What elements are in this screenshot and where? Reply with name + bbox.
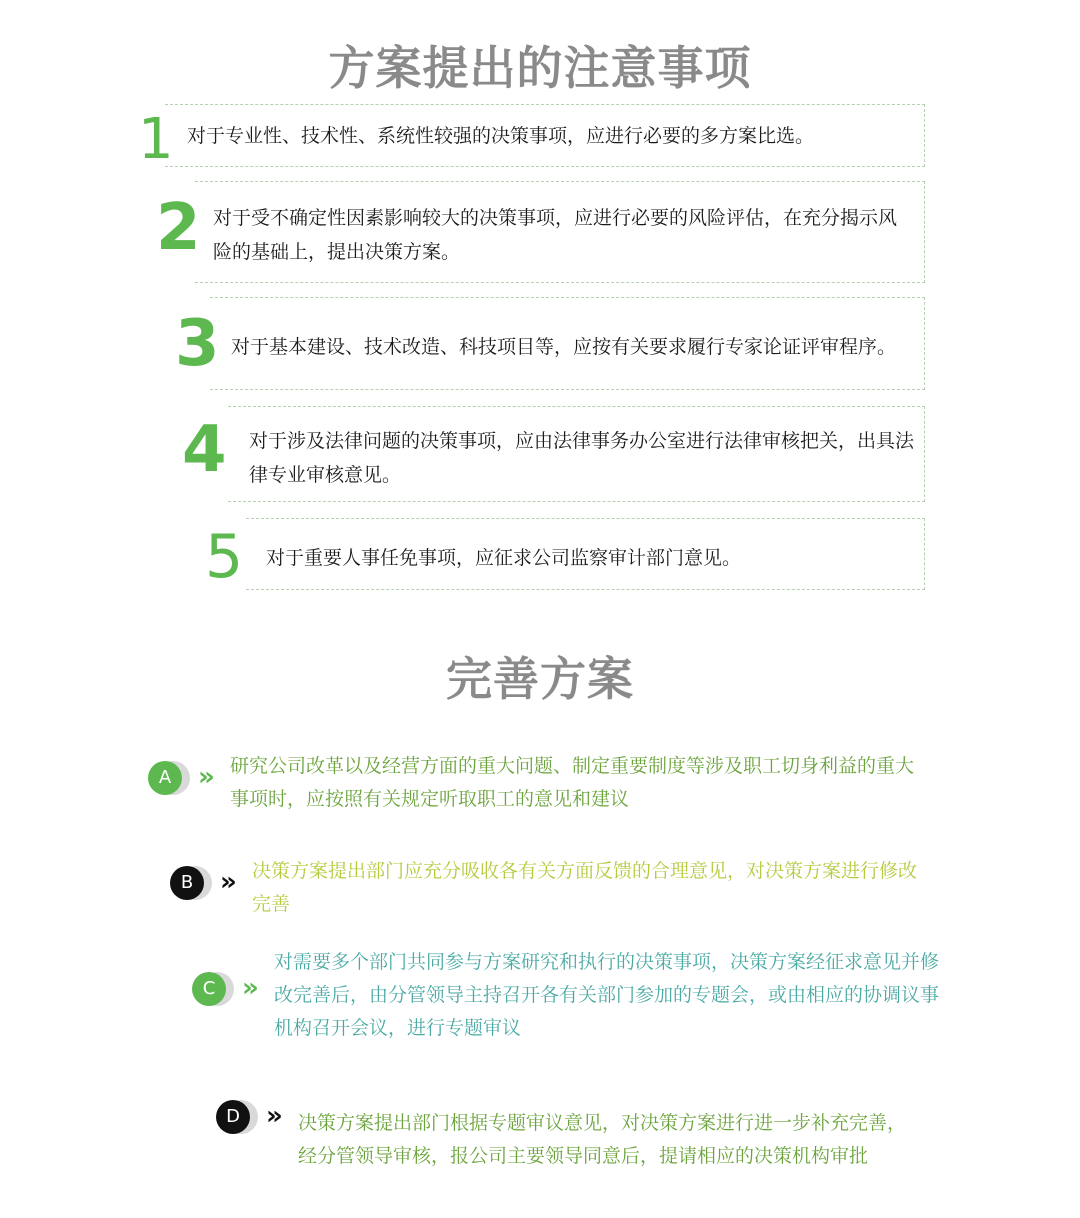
item-text: 对于重要人事任免事项，应征求公司监察审计部门意见。 xyxy=(266,547,742,569)
badge-b: B xyxy=(170,866,204,900)
item-number: 1 xyxy=(138,107,174,172)
item-text: 对于基本建设、技术改造、科技项目等，应按有关要求履行专家论证评审程序。 xyxy=(231,336,897,358)
point-text: 对需要多个部门共同参与方案研究和执行的决策事项，决策方案经征求意见并修改完善后，由分管领导主持召开各有关部门参加的专题会，或由相应的协调议事机构召开会议，进行专题审议 xyxy=(274,951,940,1039)
point-text: 研究公司改革以及经营方面的重大问题、制定重要制度等涉及职工切身利益的重大事项时，应按照有关规定听取职工的意见和建议 xyxy=(230,755,915,810)
item-number: 3 xyxy=(175,307,220,381)
section-title-improve: 完善方案 xyxy=(446,652,634,706)
badge-c: C xyxy=(192,972,226,1006)
item-number: 5 xyxy=(205,522,244,592)
double-chevron-icon: » xyxy=(198,762,207,792)
double-chevron-icon: » xyxy=(266,1101,275,1131)
point-text: 决策方案提出部门根据专题审议意见，对决策方案进行进一步补充完善，经分管领导审核，报公司主要领导同意后，提请相应的决策机构审批 xyxy=(298,1112,907,1167)
item-number: 4 xyxy=(182,413,227,487)
double-chevron-icon: » xyxy=(242,973,251,1003)
item-text: 对于受不确定性因素影响较大的决策事项，应进行必要的风险评估，在充分揭示风险的基础上，提出决策方案。 xyxy=(213,207,898,263)
point-text: 决策方案提出部门应充分吸收各有关方面反馈的合理意见，对决策方案进行修改完善 xyxy=(252,860,918,915)
item-text: 对于专业性、技术性、系统性较强的决策事项，应进行必要的多方案比选。 xyxy=(187,125,815,147)
item-text: 对于涉及法律问题的决策事项，应由法律事务办公室进行法律审核把关，出具法律专业审核意见。 xyxy=(249,430,915,486)
item-number: 2 xyxy=(156,191,201,265)
section-title-precautions: 方案提出的注意事项 xyxy=(328,41,752,95)
double-chevron-icon: » xyxy=(220,867,229,897)
badge-a: A xyxy=(148,761,182,795)
badge-d: D xyxy=(216,1100,250,1134)
